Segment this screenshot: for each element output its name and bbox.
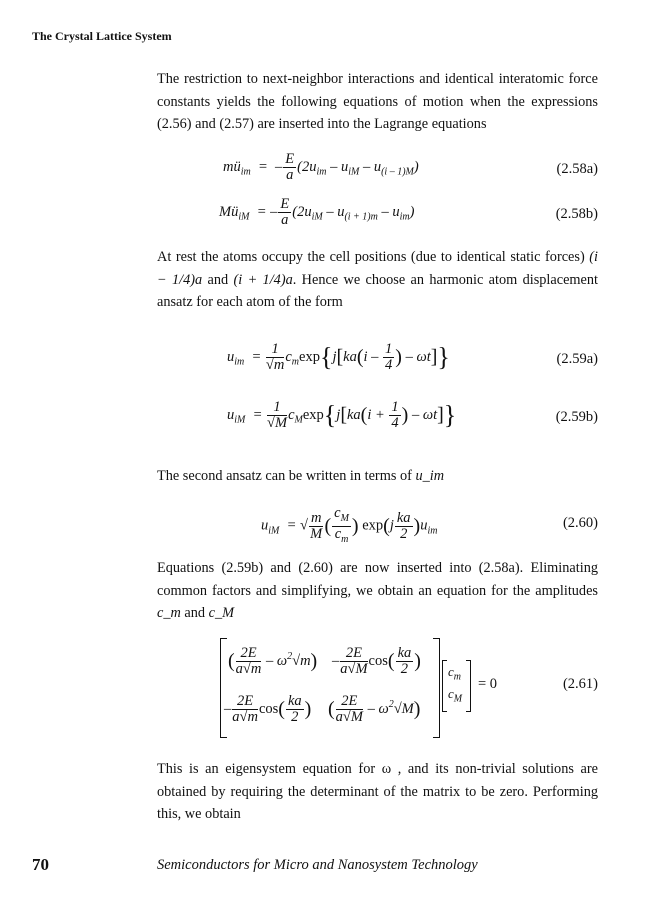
- paragraph-2-and: and: [207, 271, 229, 288]
- position-2: (i + 1/4)a: [233, 271, 293, 288]
- vector-right-bracket: [466, 660, 471, 712]
- equation-number: (2.59a): [556, 351, 598, 367]
- matrix-cell-21: – $\frac{2E}{a√m}$ cos( $\frac{ka}{2}$ ): [224, 693, 312, 725]
- equation-number: (2.58a): [556, 161, 598, 177]
- amplitude-cM: c_M: [208, 605, 235, 621]
- equation-2-59a: $u_{im}$ = $\frac{1}{√m}$ $c_m\exp\{j[ka(i$ – $\frac{1}{4}$ ) – ωt]} (2.59a): [227, 341, 598, 373]
- equation-number: (2.59b): [555, 409, 598, 425]
- amplitude-vector: [442, 660, 472, 710]
- vector-cm: $c_m$: [448, 664, 462, 683]
- matrix-cell-22: ( $\frac{2E}{a√M}$ – $\omega^2√M$): [328, 693, 421, 725]
- equation-rhs: = 0: [478, 676, 498, 692]
- paragraph-3-text: The second ansatz can be written in terms of: [157, 468, 412, 484]
- equation-2-58a: $mü_{im}$ = – $\frac{E}{a}$ $(2u_{im} - u_{iM} - u_{(i - 1)M})$ (2.58a): [223, 151, 598, 183]
- matrix-right-bracket: [433, 638, 440, 738]
- variable-u-im: u_im: [415, 468, 445, 484]
- paragraph-1: The restriction to next-neighbor interactions and identical interatomic force constants yields the following equations of motion when the expressions (2.56) and (2.57) are inserted into the Lagrange equations: [157, 71, 598, 132]
- equation-2-59b: $u_{iM}$ = $\frac{1}{√M}$ $c_M\exp\{j[ka(i$ + $\frac{1}{4}$ ) – ωt]} (2.59b): [227, 399, 598, 431]
- page-number: 70: [32, 855, 49, 874]
- running-head: The Crystal Lattice System: [32, 29, 172, 43]
- paragraph-4-text: Equations (2.59b) and (2.60) are now inserted into (2.58a). Eliminating common factors and simplifying, we obtain an equation for the amplitudes: [157, 560, 598, 599]
- equation-number: (2.61): [562, 676, 598, 692]
- equation-number: (2.58b): [555, 206, 598, 222]
- paragraph-2: [157, 246, 598, 314]
- paragraph-2-rest: . Hence we choose an harmonic atom displacement ansatz for each atom of the form: [157, 271, 599, 310]
- equation-2-60: $u_{iM}$ = √ $\frac{m}{M}$ ( $\frac{c_M}{c_m}$ ) exp(j $\frac{ka}{2}$ )$u_{im}$ (2.60): [261, 505, 598, 545]
- paragraph-3: [157, 465, 598, 488]
- matrix-cell-12: – $\frac{2E}{a√M}$ cos( $\frac{ka}{2}$ ): [332, 645, 421, 677]
- equation-2-58b: $Mü_{iM}$ = – $\frac{E}{a}$ $(2u_{iM} - u_{(i + 1)m} - u_{im})$ (2.58b): [219, 196, 598, 228]
- book-title: Semiconductors for Micro and Nanosystem Technology: [157, 857, 478, 873]
- paragraph-5: This is an eigensystem equation for ω , and its non-trivial solutions are obtained by requiring the determinant of the matrix to be zero. Performing this, we obtain: [157, 761, 598, 822]
- vector-left-bracket: [442, 660, 447, 712]
- amplitude-cm: c_m: [157, 605, 181, 621]
- matrix-cell-11: ( $\frac{2E}{a√m}$ – $\omega^2√m$): [228, 645, 318, 677]
- equation-2-61: [220, 638, 600, 738]
- paragraph-4: [157, 557, 598, 625]
- equation-number: (2.60): [562, 515, 598, 531]
- vector-cM: $c_M$: [448, 686, 463, 705]
- paragraph-2-text: At rest the atoms occupy the cell positions (due to identical static forces): [157, 249, 585, 265]
- paragraph-4-and: and: [184, 605, 206, 621]
- position-1: (i − 1/4)a: [157, 249, 598, 288]
